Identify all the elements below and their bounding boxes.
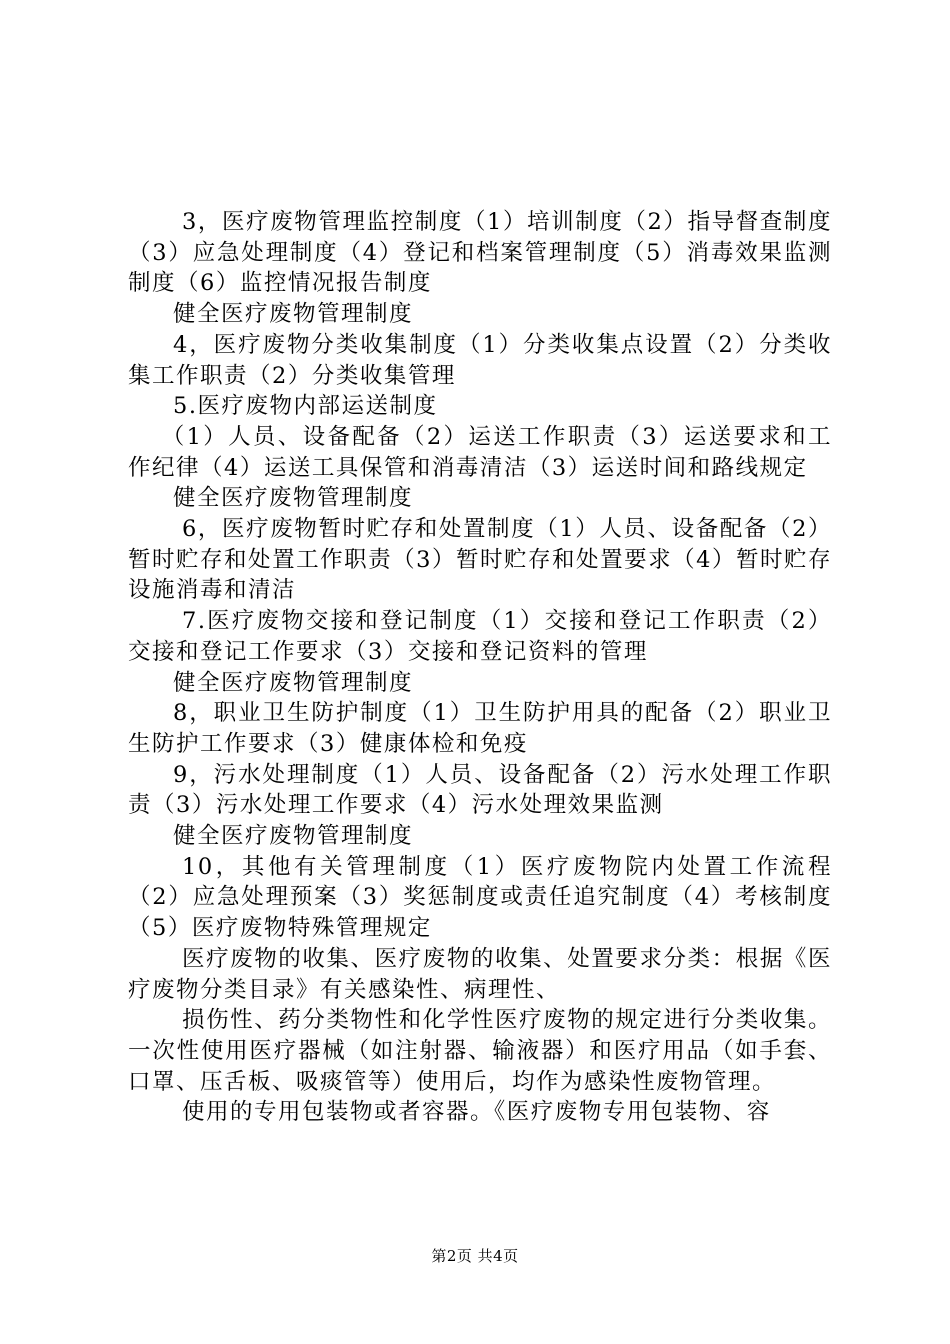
page-number: 第2页 共4页 xyxy=(431,1247,519,1265)
paragraph-section-title: 健全医疗废物管理制度 xyxy=(173,485,414,512)
paragraph-collection-requirements: 医疗废物的收集、医疗废物的收集、处置要求分类：根据《医疗废物分类目录》有关感染性、病理性、 xyxy=(128,945,832,1003)
paragraph-classification-system: 4，医疗废物分类收集制度（1）分类收集点设置（2）分类收集工作职责（2）分类收集管理 xyxy=(128,331,832,389)
paragraph-transport-items: （1）人员、设备配备（2）运送工作职责（3）运送要求和工作纪律（4）运送工具保管和消毒清洁（3）运送时间和路线规定 xyxy=(128,423,832,481)
paragraph-sewage-treatment: 9，污水处理制度（1）人员、设备配备（2）污水处理工作职责（3）污水处理工作要求（4）污水处理效果监测 xyxy=(128,761,832,819)
paragraph-other-systems: 10，其他有关管理制度（1）医疗废物院内处置工作流程（2）应急处理预案（3）奖惩制度或责任追究制度（4）考核制度（5）医疗废物特殊管理规定 xyxy=(128,853,832,942)
paragraph-handover-system: 7.医疗废物交接和登记制度（1）交接和登记工作职责（2）交接和登记工作要求（3）交接和登记资料的管理 xyxy=(128,608,832,665)
document-body xyxy=(128,207,832,1128)
paragraph-section-title: 健全医疗废物管理制度 xyxy=(173,301,414,328)
paragraph-monitoring-system: 3，医疗废物管理监控制度（1）培训制度（2）指导督查制度（3）应急处理制度（4）登记和档案管理制度（5）消毒效果监测制度（6）监控情况报告制度 xyxy=(128,209,832,297)
paragraph-packaging: 使用的专用包装物或者容器。《医疗废物专用包装物、容 xyxy=(182,1099,771,1126)
paragraph-storage-system: 6，医疗废物暂时贮存和处置制度（1）人员、设备配备（2）暂时贮存和处置工作职责（3）暂时贮存和处置要求（4）暂时贮存设施消毒和清洁 xyxy=(128,516,832,604)
paragraph-occupational-health: 8，职业卫生防护制度（1）卫生防护用具的配备（2）职业卫生防护工作要求（3）健康体检和免疫 xyxy=(128,700,832,757)
paragraph-classified-collection: 损伤性、药分类物性和化学性医疗废物的规定进行分类收集。一次性使用医疗器械（如注射器、输液器）和医疗用品（如手套、口罩、压舌板、吸痰管等）使用后，均作为感染性废物管理。 xyxy=(128,1007,832,1095)
paragraph-transport-system: 5.医疗废物内部运送制度 xyxy=(173,393,438,420)
paragraph-section-title: 健全医疗废物管理制度 xyxy=(173,669,414,696)
paragraph-section-title: 健全医疗废物管理制度 xyxy=(173,823,414,850)
